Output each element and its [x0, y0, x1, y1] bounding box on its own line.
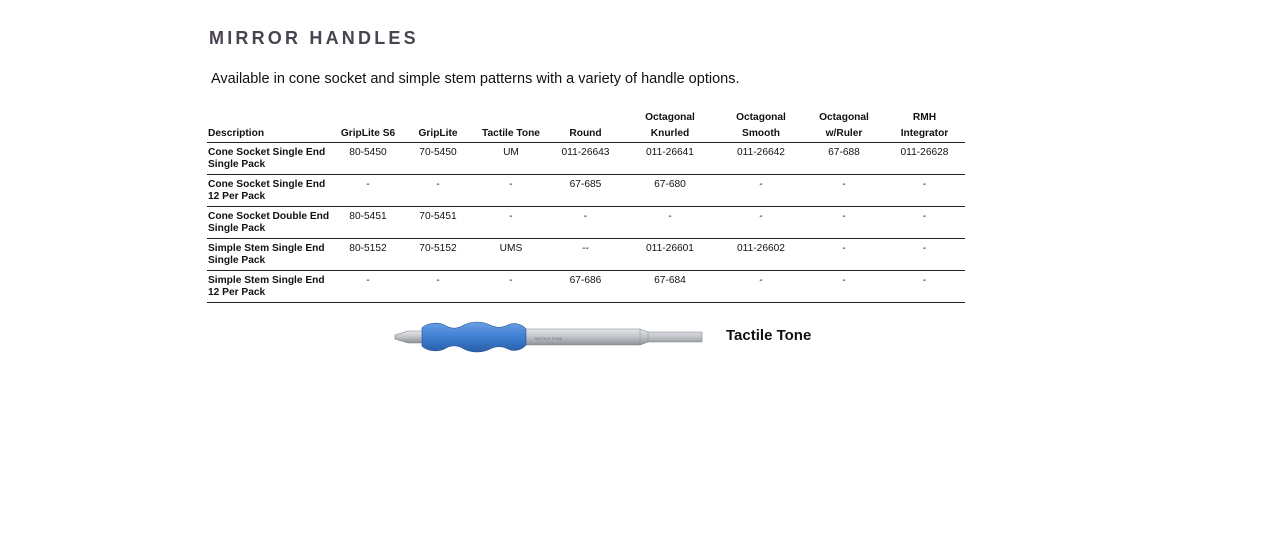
table-cell: -	[718, 271, 804, 303]
table-cell: -	[473, 207, 549, 239]
handle-tip	[395, 331, 424, 343]
table-cell: -	[884, 271, 965, 303]
table-cell: 011-26642	[718, 143, 804, 175]
header-octagonal-knurled: Octagonal Knurled	[622, 110, 718, 143]
table-cell: -	[333, 271, 403, 303]
header-description: Description	[207, 110, 333, 143]
table-header-row	[207, 110, 965, 143]
table-cell: -	[333, 175, 403, 207]
table-cell: -	[804, 239, 884, 271]
handle-grip	[422, 322, 526, 352]
table-cell: -	[884, 207, 965, 239]
header-griplite-s6: GripLite S6	[333, 110, 403, 143]
table-cell: 67-688	[804, 143, 884, 175]
table-cell: --	[549, 239, 622, 271]
table-cell: 67-684	[622, 271, 718, 303]
table-cell: 70-5450	[403, 143, 473, 175]
mirror-handles-table	[207, 110, 965, 303]
row-description: Cone Socket Single End Single Pack	[207, 143, 333, 175]
row-description: Simple Stem Single End Single Pack	[207, 239, 333, 271]
table-row	[207, 143, 965, 175]
header-octagonal-ruler: Octagonal w/Ruler	[804, 110, 884, 143]
table-cell: -	[884, 175, 965, 207]
header-round: Round	[549, 110, 622, 143]
table-cell: 80-5450	[333, 143, 403, 175]
table-cell: 011-26601	[622, 239, 718, 271]
table-cell: 67-680	[622, 175, 718, 207]
table-cell: -	[804, 207, 884, 239]
intro-text: Available in cone socket and simple stem patterns with a variety of handle options.	[211, 71, 740, 87]
row-description: Cone Socket Double End Single Pack	[207, 207, 333, 239]
table-cell: 80-5152	[333, 239, 403, 271]
table-cell: 70-5451	[403, 207, 473, 239]
header-griplite: GripLite	[403, 110, 473, 143]
table-cell: -	[473, 175, 549, 207]
table-cell: -	[804, 271, 884, 303]
table-cell: 70-5152	[403, 239, 473, 271]
table-cell: -	[473, 271, 549, 303]
table-cell: UM	[473, 143, 549, 175]
tactile-tone-handle-image	[394, 320, 706, 354]
table-cell: 80-5451	[333, 207, 403, 239]
table-cell: -	[718, 207, 804, 239]
table-cell: -	[403, 271, 473, 303]
table-row	[207, 239, 965, 271]
table-cell: -	[884, 239, 965, 271]
table-cell: 67-685	[549, 175, 622, 207]
header-tactile-tone: Tactile Tone	[473, 110, 549, 143]
table-cell: -	[804, 175, 884, 207]
table-cell: UMS	[473, 239, 549, 271]
row-description: Cone Socket Single End 12 Per Pack	[207, 175, 333, 207]
table-cell: 011-26641	[622, 143, 718, 175]
table-row	[207, 175, 965, 207]
image-caption: Tactile Tone	[726, 327, 812, 344]
table-cell: 67-686	[549, 271, 622, 303]
header-rmh-integrator: RMH Integrator	[884, 110, 965, 143]
page-title: MIRROR HANDLES	[209, 28, 419, 48]
header-octagonal-smooth: Octagonal Smooth	[718, 110, 804, 143]
table-cell: -	[403, 175, 473, 207]
table-cell: -	[718, 175, 804, 207]
table-cell: -	[622, 207, 718, 239]
table-row	[207, 271, 965, 303]
row-description: Simple Stem Single End 12 Per Pack	[207, 271, 333, 303]
table-row	[207, 207, 965, 239]
table-cell: -	[549, 207, 622, 239]
svg-text:TACTILE TONE: TACTILE TONE	[534, 336, 563, 341]
table-cell: 011-26602	[718, 239, 804, 271]
table-cell: 011-26643	[549, 143, 622, 175]
table-cell: 011-26628	[884, 143, 965, 175]
